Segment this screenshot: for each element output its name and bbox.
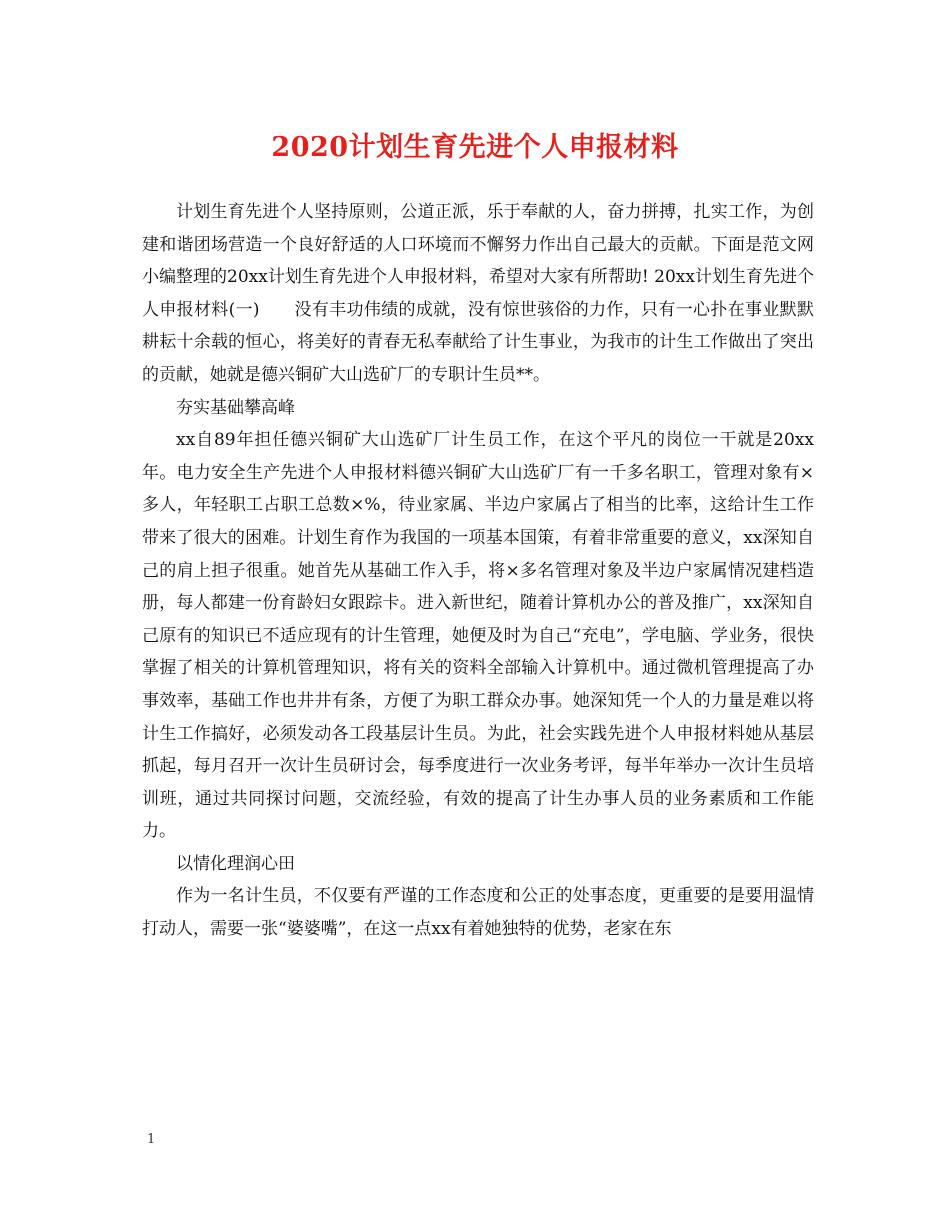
intro-paragraph: 计划生育先进个人坚持原则，公道正派，乐于奉献的人，奋力拼搏，扎实工作，为创建和谐团场营造一个良好舒适的人口环境而不懈努力作出自己最大的贡献。下面是范文网小编整理的20xx计划生育先进个人申报材料，希望对大家有所帮助! 20xx计划生育先进个人申报材料(一) 没有丰功伟绩的成就，没有惊世骇俗的力作，只有一心扑在事业默默耕耘十余载的恒心，将美好的青春无私奉献给了计生事业，为我市的计生工作做出了突出的贡献，她就是德兴铜矿大山选矿厂的专职计生员**。: [142, 202, 814, 385]
section-heading-1: 夯实基础攀高峰: [176, 397, 295, 418]
section-paragraph-2: 作为一名计生员，不仅要有严谨的工作态度和公正的处事态度，更重要的是要用温情打动人，需要一张“婆婆嘴”，在这一点xx有着她独特的优势，老家在东: [142, 886, 814, 940]
section-heading-2: 以情化理润心田: [176, 853, 295, 874]
section-paragraph-1: xx自89年担任德兴铜矿大山选矿厂计生员工作，在这个平凡的岗位一干就是20xx年。电力安全生产先进个人申报材料德兴铜矿大山选矿厂有一千多名职工，管理对象有×多人，年轻职工占职工总数×%，待业家属、半边户家属占了相当的比率，这给计生工作带来了很大的困难。计划生育作为我国的一项基本国策，有着非常重要的意义，xx深知自己的肩上担子很重。她首先从基础工作入手，将×多名管理对象及半边户家属情况建档造册，每人都建一份育龄妇女跟踪卡。进入新世纪，随着计算机办公的普及推广，xx深知自己原有的知识已不适应现有的计生管理，她便及时为自己“充电”，学电脑、学业务，很快掌握了相关的计算机管理知识，将有关的资料全部输入计算机中。通过微机管理提高了办事效率，基础工作也井井有条，方便了为职工群众办事。她深知凭一个人的力量是难以将计生工作搞好，必须发动各工段基层计生员。为此，社会实践先进个人申报材料她从基层抓起，每月召开一次计生员研讨会，每季度进行一次业务考评，每半年举办一次计生员培训班，通过共同探讨问题，交流经验，有效的提高了计生办事人员的业务素质和工作能力。: [142, 430, 814, 842]
document-body: [142, 196, 814, 946]
document-title: 2020计划生育先进个人申报材料: [271, 132, 679, 163]
page-number: 1: [147, 1132, 156, 1147]
